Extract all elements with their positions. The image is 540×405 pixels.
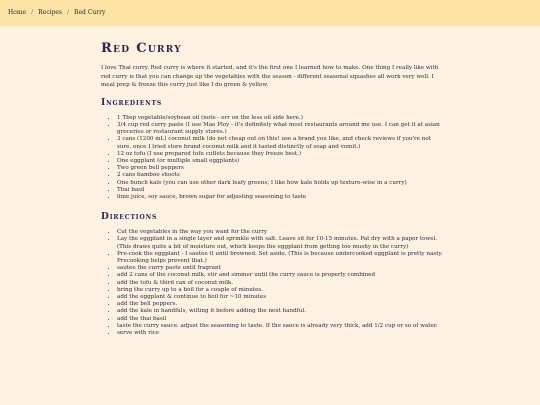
ingredient-item: • 3/4 cup red curry paste (I use Mae Ploy - it's definitely what most restaurants around me use. I can get it at asian groceries or restaurant supply stores.) [117, 122, 447, 136]
ingredient-item: • Two green bell peppers [117, 165, 447, 172]
recipe-content [101, 36, 447, 337]
direction-step: • add the tofu & third can of coconut milk. [117, 280, 447, 287]
direction-step: • add the thai basil [117, 316, 447, 323]
directions-heading: Directions [101, 212, 158, 223]
direction-step: • add 2 cans of the coconut milk, stir and simmer until the curry sauce is properly combined [117, 272, 447, 279]
breadcrumb-home-link[interactable]: Home [8, 9, 27, 16]
ingredients-heading: Ingredients [101, 97, 163, 108]
ingredient-item: • 1 Tbsp vegetable/soybean oil (note - err on the less oil side here.) [117, 115, 447, 122]
direction-step: • Lay the eggplant in a single layer and sprinkle with salt. Leave sit for 10-15 minutes. Pat dry with a paper towel. (This draws quite a bit of moisture out, which keeps the eggplant from getting too mushy in the curry) [117, 236, 447, 250]
breadcrumb-recipes-link[interactable]: Recipes [38, 9, 62, 16]
direction-step: • sautee the curry paste until fragrant [117, 265, 447, 272]
ingredient-item: • Thai basil [117, 187, 447, 194]
ingredient-item: • lime juice, soy sauce, brown sugar for adjusting seasoning to taste [117, 194, 447, 201]
direction-step: • Pre-cook the eggplant - I sautee it until browned. Set aside. (This is because undercooked eggplant is pretty nasty. Precooking helps prevent that.) [117, 251, 447, 265]
direction-step: • bring the curry up to a boil for a couple of minutes. [117, 287, 447, 294]
recipe-intro: I love Thai curry. Red curry is where it started, and it's the first one I learned how to make. One thing I really like with red curry is that you can change up the vegetables with the season - different seasonal squashes all work very well. I meal prep & freeze this curry just like I do green & yellow. [101, 65, 439, 89]
ingredients-list [101, 115, 447, 201]
ingredient-item: • 3 cans (1200 mL) coconut milk (do not cheap out on this! use a brand you like, and check reviews if you're not sure. once I tried store brand coconut milk and it tasted distinctly of soap and vomit.) [117, 136, 447, 150]
breadcrumb [8, 8, 105, 18]
ingredient-item: • 12 oz tofu (I use prepared tofu cutlets because they freeze best.) [117, 151, 447, 158]
ingredient-item: • One bunch kale (you can use other dark leafy greens; I like how kale holds up texture-wise in a curry) [117, 180, 447, 187]
direction-step: • add the kale in handfuls, wilting it before adding the next handful. [117, 308, 447, 315]
directions-list [101, 229, 447, 337]
direction-step: • add the eggplant & continue to boil for ~10 minutes [117, 294, 447, 301]
breadcrumb-current-page: Red Curry [73, 9, 106, 16]
page-title: Red Curry [101, 41, 182, 56]
direction-step: • add the bell peppers. [117, 301, 447, 308]
top-bar [0, 0, 540, 26]
breadcrumb-separator: / [31, 9, 34, 16]
direction-step: • taste the curry sauce. adjust the seasoning to taste. If the sauce is already very thick, add 1/2 cup or so of water. [117, 323, 447, 330]
direction-step: • serve with rice [117, 330, 447, 337]
ingredient-item: • 2 cans bamboo shoots [117, 172, 447, 179]
breadcrumb-separator: / [66, 9, 69, 16]
direction-step: • Cut the vegetables in the way you want for the curry [117, 229, 447, 236]
ingredient-item: • One eggplant (or multiple small eggplants) [117, 158, 447, 165]
